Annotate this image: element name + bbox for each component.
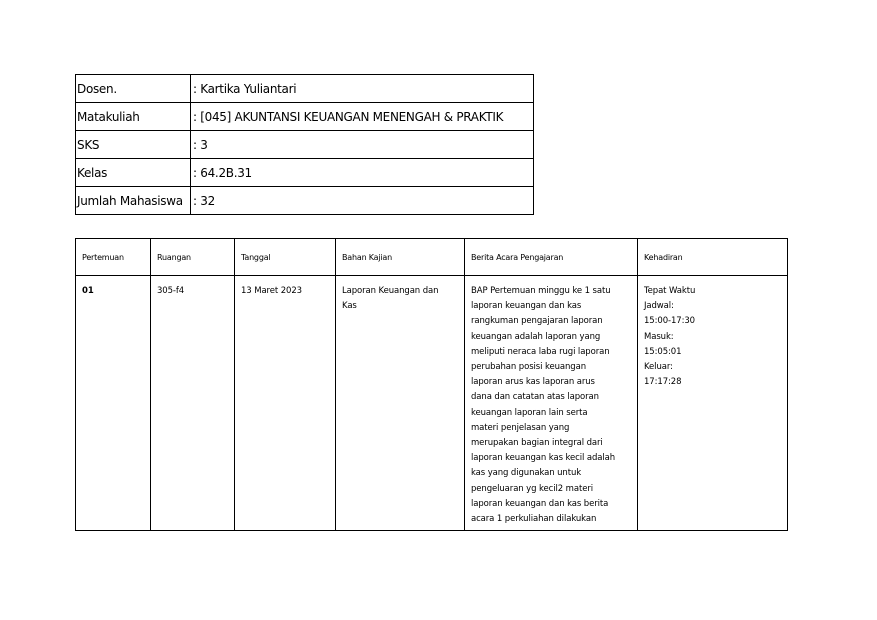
kehadiran-line: 15:05:01 bbox=[644, 346, 682, 357]
header-tanggal: Tanggal bbox=[235, 239, 336, 276]
info-label: SKS bbox=[76, 131, 191, 159]
bap-line: laporan keuangan dan kas bbox=[471, 301, 582, 312]
info-label: Dosen. bbox=[76, 75, 191, 103]
bap-line: meliputi neraca laba rugi laporan bbox=[471, 346, 610, 357]
header-pertemuan: Pertemuan bbox=[76, 239, 151, 276]
info-row-jumlah-mahasiswa bbox=[76, 187, 534, 215]
info-value: : 64.2B.31 bbox=[191, 159, 534, 187]
bap-line: dana dan catatan atas laporan bbox=[471, 392, 599, 403]
bahan-line: Kas bbox=[342, 301, 357, 312]
bap-line: laporan keuangan kas kecil adalah bbox=[471, 453, 616, 464]
table-row bbox=[76, 276, 788, 531]
info-row-sks bbox=[76, 131, 534, 159]
info-value: : [045] AKUNTANSI KEUANGAN MENENGAH & PRAKTIK bbox=[191, 103, 534, 131]
cell-kehadiran bbox=[638, 276, 788, 531]
cell-berita-acara bbox=[465, 276, 638, 531]
header-bahan-kajian: Bahan Kajian bbox=[336, 239, 465, 276]
header-ruangan: Ruangan bbox=[151, 239, 235, 276]
info-value: : 3 bbox=[191, 131, 534, 159]
bahan-line: Laporan Keuangan dan bbox=[342, 286, 439, 296]
info-label: Jumlah Mahasiswa bbox=[76, 187, 191, 215]
cell-pertemuan: 01 bbox=[76, 276, 151, 531]
info-label: Matakuliah bbox=[76, 103, 191, 131]
bap-line: pengeluaran yg kecil2 materi bbox=[471, 483, 593, 494]
kehadiran-line: Keluar: bbox=[644, 362, 673, 373]
cell-bahan-kajian bbox=[336, 276, 465, 531]
bap-line: kas yang digunakan untuk bbox=[471, 468, 582, 479]
info-value: : 32 bbox=[191, 187, 534, 215]
bap-line: perubahan posisi keuangan bbox=[471, 362, 586, 373]
kehadiran-line: Jadwal: bbox=[644, 301, 674, 312]
info-row-dosen bbox=[76, 75, 534, 103]
header-kehadiran: Kehadiran bbox=[638, 239, 788, 276]
bap-line: keuangan laporan lain serta bbox=[471, 407, 588, 418]
schedule-header-row bbox=[76, 239, 788, 276]
bap-line: rangkuman pengajaran laporan bbox=[471, 316, 603, 327]
cell-tanggal: 13 Maret 2023 bbox=[235, 276, 336, 531]
header-berita-acara: Berita Acara Pengajaran bbox=[465, 239, 638, 276]
kehadiran-line: Masuk: bbox=[644, 331, 674, 342]
schedule-table bbox=[75, 238, 788, 531]
kehadiran-line: 17:17:28 bbox=[644, 377, 682, 388]
info-value: : Kartika Yuliantari bbox=[191, 75, 534, 103]
cell-ruangan: 305-f4 bbox=[151, 276, 235, 531]
info-label: Kelas bbox=[76, 159, 191, 187]
bap-line: BAP Pertemuan minggu ke 1 satu bbox=[471, 286, 611, 296]
bap-line: materi penjelasan yang bbox=[471, 422, 570, 433]
bap-line: keuangan adalah laporan yang bbox=[471, 331, 601, 342]
bap-line: laporan keuangan dan kas berita bbox=[471, 498, 609, 509]
kehadiran-line: 15:00-17:30 bbox=[644, 316, 695, 327]
course-info-table bbox=[75, 74, 534, 215]
info-row-kelas bbox=[76, 159, 534, 187]
bap-line: acara 1 perkuliahan dilakukan bbox=[471, 514, 597, 525]
bap-line: laporan arus kas laporan arus bbox=[471, 377, 595, 388]
kehadiran-status: Tepat Waktu bbox=[644, 286, 696, 296]
info-row-matakuliah bbox=[76, 103, 534, 131]
bap-line: merupakan bagian integral dari bbox=[471, 438, 603, 449]
